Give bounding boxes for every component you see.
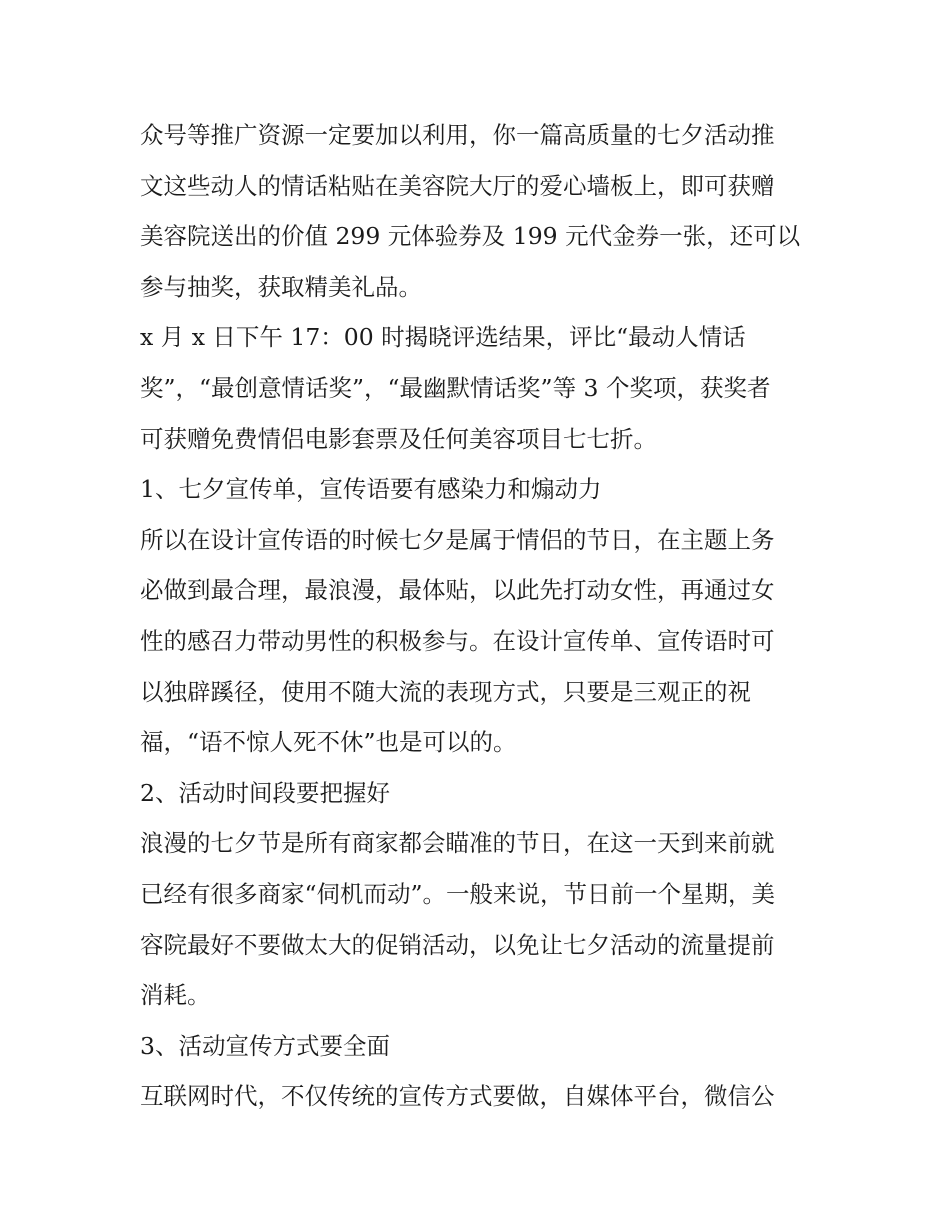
text-line-9: 所以在设计宣传语的时候七夕是属于情侣的节日，在主题上务 [140, 525, 775, 554]
section-heading-1: 1、七夕宣传单，宣传语要有感染力和煽动力 [140, 475, 602, 504]
text-line-16: 已经有很多商家“伺机而动”。一般来说，节日前一个星期，美 [140, 879, 776, 908]
text-line-18: 消耗。 [140, 981, 211, 1010]
text-line-17: 容院最好不要做太大的促销活动，以免让七夕活动的流量提前 [140, 930, 775, 959]
document-body [140, 110, 820, 1122]
text-line-2: 文这些动人的情话粘贴在美容院大厅的爱心墙板上，即可获赠 [140, 171, 775, 200]
text-line-10: 必做到最合理，最浪漫，最体贴，以此先打动女性，再通过女 [140, 576, 775, 605]
text-line-20: 互联网时代，不仅传统的宣传方式要做，自媒体平台，微信公 [140, 1082, 775, 1111]
section-heading-2: 2、活动时间段要把握好 [140, 778, 390, 807]
text-line-11: 性的感召力带动男性的积极参与。在设计宣传单、宣传语时可 [140, 626, 775, 655]
text-line-7: 可获赠免费情侣电影套票及任何美容项目七七折。 [140, 424, 657, 453]
text-line-13: 福，“语不惊人死不休”也是可以的。 [140, 728, 517, 757]
text-line-4: 参与抽奖，获取精美礼品。 [140, 272, 422, 301]
text-line-5: x 月 x 日下午 17：00 时揭晓评选结果，评比“最动人情话 [140, 323, 746, 352]
text-line-3: 美容院送出的价值 299 元体验券及 199 元代金券一张，还可以 [140, 222, 801, 251]
text-line-6: 奖”，“最创意情话奖”，“最幽默情话奖”等 3 个奖项，获奖者 [140, 373, 771, 402]
text-line-15: 浪漫的七夕节是所有商家都会瞄准的节日，在这一天到来前就 [140, 829, 775, 858]
text-line-12: 以独辟蹊径，使用不随大流的表现方式，只要是三观正的祝 [140, 677, 751, 706]
text-line-1: 众号等推广资源一定要加以利用，你一篇高质量的七夕活动推 [140, 121, 775, 149]
section-heading-3: 3、活动宣传方式要全面 [140, 1031, 390, 1060]
